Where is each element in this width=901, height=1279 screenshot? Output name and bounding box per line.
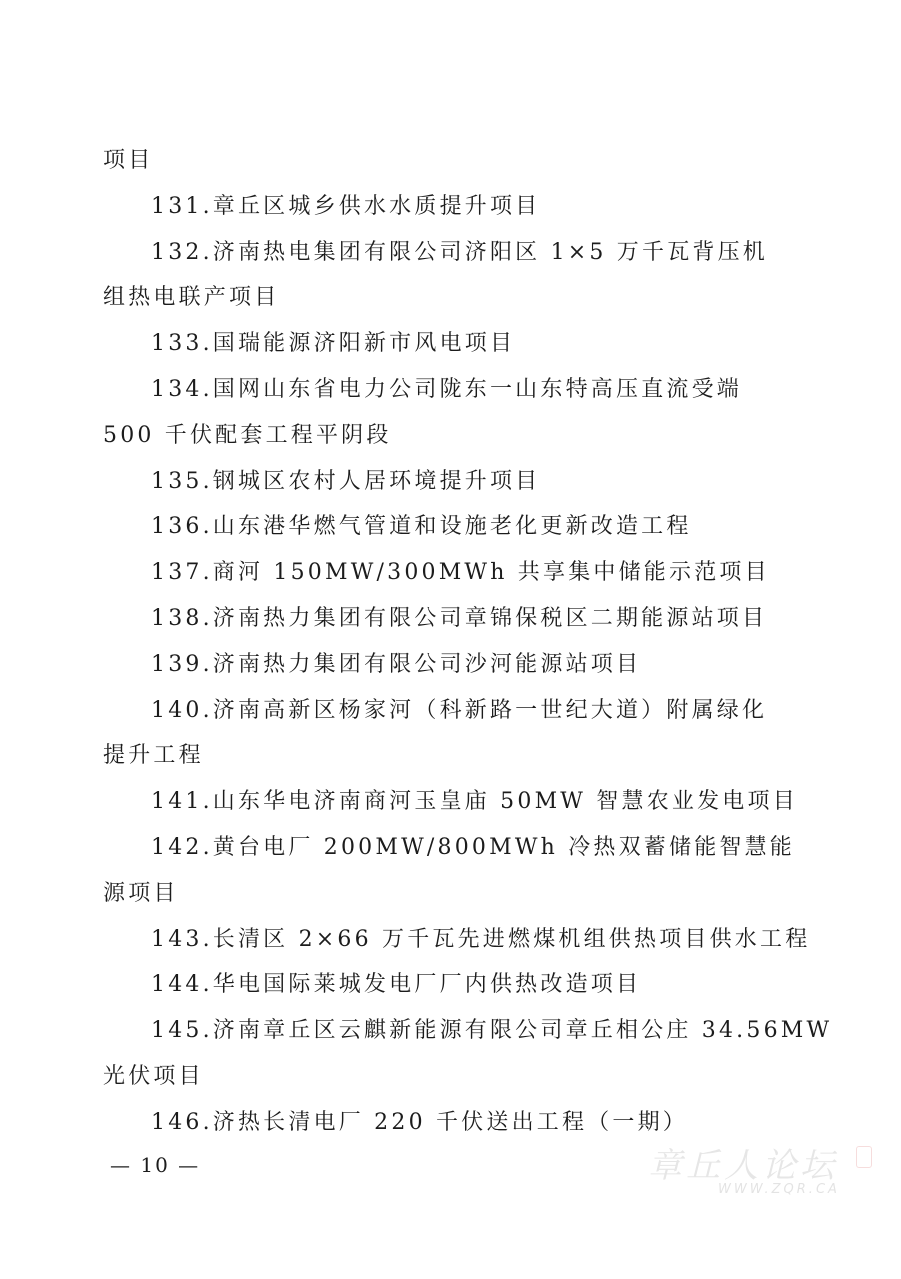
list-item: 135.钢城区农村人居环境提升项目 <box>151 468 541 494</box>
list-item: 138.济南热力集团有限公司章锦保税区二期能源站项目 <box>151 605 768 631</box>
list-item: 134.国网山东省电力公司陇东一山东特高压直流受端 <box>151 376 742 402</box>
list-item: 136.山东港华燃气管道和设施老化更新改造工程 <box>151 514 692 540</box>
list-item-continuation: 500 千伏配套工程平阴段 <box>103 422 392 448</box>
list-item: 133.国瑞能源济阳新市风电项目 <box>151 331 516 357</box>
watermark-url: WWW.ZQR.CA <box>718 1182 840 1197</box>
list-item-continuation: 提升工程 <box>103 743 204 769</box>
list-item: 131.章丘区城乡供水水质提升项目 <box>151 193 541 219</box>
list-item: 140.济南高新区杨家河（科新路一世纪大道）附属绿化 <box>151 697 768 723</box>
list-item: 137.商河 150MW/300MWh 共享集中储能示范项目 <box>151 560 770 586</box>
list-item: 144.华电国际莱城发电厂厂内供热改造项目 <box>151 972 642 998</box>
page-number: — 10 — <box>110 1153 201 1177</box>
list-item: 132.济南热电集团有限公司济阳区 1×5 万千瓦背压机 <box>151 239 768 265</box>
forum-watermark <box>648 1138 878 1208</box>
list-item: 146.济热长清电厂 220 千伏送出工程（一期） <box>151 1109 688 1135</box>
list-item-continuation: 源项目 <box>103 880 179 906</box>
list-item: 143.长清区 2×66 万千瓦先进燃煤机组供热项目供水工程 <box>151 926 811 952</box>
list-item: 139.济南热力集团有限公司沙河能源站项目 <box>151 651 642 677</box>
seal-icon <box>856 1146 872 1168</box>
list-item: 141.山东华电济南商河玉皇庙 50MW 智慧农业发电项目 <box>151 789 798 815</box>
list-item: 142.黄台电厂 200MW/800MWh 冷热双蓄储能智慧能 <box>151 834 796 860</box>
list-item: 145.济南章丘区云麒新能源有限公司章丘相公庄 34.56MW <box>151 1018 833 1044</box>
list-item-continuation: 光伏项目 <box>103 1063 204 1089</box>
document-body <box>103 138 833 1146</box>
watermark-logo-text: 章丘人论坛 <box>648 1146 838 1186</box>
list-item-continuation: 项目 <box>103 148 154 173</box>
list-item-continuation: 组热电联产项目 <box>103 285 280 311</box>
